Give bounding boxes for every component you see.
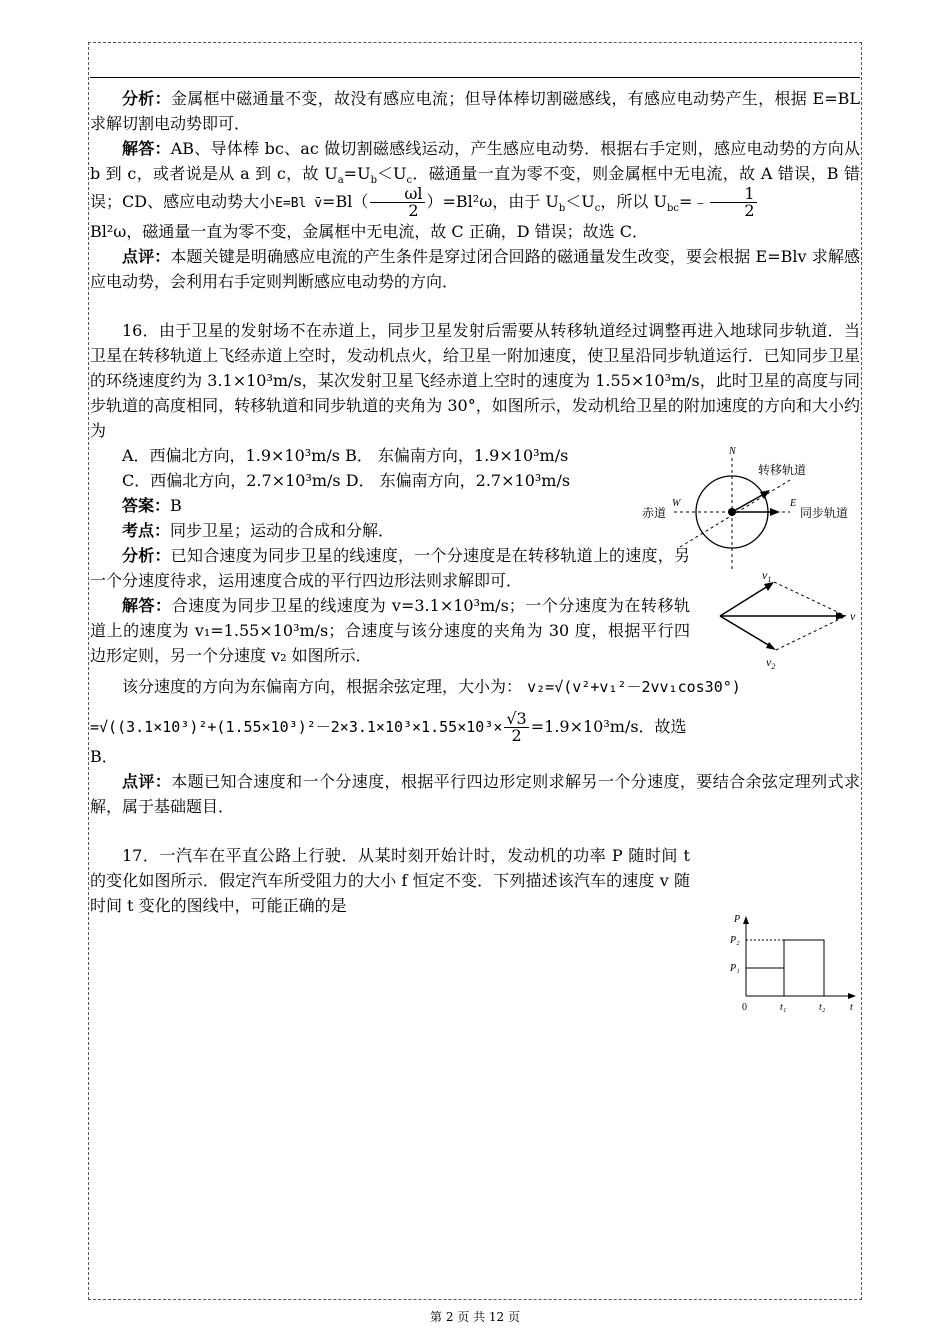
t1-label: t₁: [780, 1002, 787, 1013]
v1-label: $v_1$: [762, 568, 772, 584]
q16-answer: 答案：B: [122, 496, 182, 515]
fraction-omega-l-over-2: $\frac{\omega l}{2}$: [370, 186, 424, 219]
p1-label: P₁: [730, 963, 740, 974]
east-label: E: [790, 498, 797, 509]
origin-label: 0: [742, 1002, 747, 1013]
v-label: v: [850, 609, 856, 623]
q16-point: 考点：同步卫星；运动的合成和分解．: [122, 521, 395, 540]
t-axis-label: t: [850, 1002, 853, 1013]
v2-arrowhead: [766, 642, 776, 650]
q15-analysis: 分析：金属框中磁通量不变，故没有感应电流；但导体棒切割磁感线，有感应电动势产生，根据 E=BL 求解切割电动势即可．: [90, 89, 860, 133]
p-axis-label: P: [734, 914, 741, 925]
north-label: N: [729, 446, 736, 457]
t-axis-arrow: [848, 993, 856, 999]
q16-direction: 该分速度的方向为东偏南方向，根据余弦定理，大小为： v₂=√(v²+v₁²－2vv₁cos30°): [122, 677, 741, 696]
q15-comment: 点评：本题关键是明确感应电流的产生条件是穿过闭合回路的磁通量发生改变，要会根据 E=Blv 求解感应电动势，会利用右手定则判断感应电动势的方向．: [90, 247, 860, 291]
fraction-half: $\frac{1}{2}$: [710, 186, 756, 219]
q16-options-cd: C．西偏北方向，2.7×10³m/s D． 东偏南方向，2.7×10³m/s: [122, 471, 571, 490]
v2-label: $v_2$: [766, 655, 776, 671]
p1-segment: [746, 968, 784, 996]
q16-choice: B．: [90, 747, 118, 766]
q16-analysis: 分析：已知合速度为同步卫星的线速度，一个分速度是在转移轨道上的速度，另一个分速度待求，运用速度合成的平行四边形法则求解即可．: [90, 546, 690, 590]
p2-segment: [784, 940, 824, 996]
p-axis-arrow: [743, 916, 749, 924]
emf-formula: E=Bl v̄: [275, 196, 323, 211]
sync-orbit-label: 同步轨道: [800, 506, 849, 520]
q16-solution: 解答：合速度为同步卫星的线速度为 v=3.1×10³m/s；一个分速度为在转移轨道上的速度为 v₁=1.55×10³m/s；合速度与该分速度的夹角为 30 度，根据平行四边形定则，另一个分速度 v₂ 如图所示．: [90, 596, 690, 665]
sync-arrowhead: [770, 508, 780, 516]
q15-answer: 解答：AB、导体棒 bc、ac 做切割磁感线运动，产生感应电动势．根据右手定则，感应电动势的方向从 b 到 c，或者说是从 a 到 c，故 $U_a=U_b<U_c$．磁通量一直为零不变，则金属框中无电流，故 A 错误，B 错误；CD、感应电动势大小E=Bl v̄=Bl（ $\frac{\omega l}{2}$ ）=Bl²ω，由于 $U_b<U_c$，所以 $U_{bc}=﹣$ $\frac{1}{2}$ Bl²ω，磁通量一直为零不变，金属框中无电流，故 C 正确，D 错误；故选 C．: [90, 139, 860, 241]
transfer-velocity-arrow: [732, 494, 764, 512]
v1-arrow: [720, 586, 768, 616]
q16-options-ab: A．西偏北方向，1.9×10³m/s B． 东偏南方向，1.9×10³m/s: [122, 446, 569, 465]
v2-arrow: [720, 616, 770, 646]
satellite-dot: [728, 508, 736, 516]
fraction-sqrt3-over-2: $\frac{√3}{2}$: [506, 709, 527, 745]
parallelogram-upper: [774, 582, 846, 616]
vector-figure: [712, 566, 862, 676]
page-footer: 第 2 页 共 12 页: [430, 1310, 520, 1324]
equator-label: 赤道: [642, 506, 667, 520]
q16-calculation: =√((3.1×10³)²+(1.55×10³)²－2×3.1×10³×1.55×10³× $\frac{√3}{2}$ =1.9×10³m/s．故选: [90, 709, 687, 745]
power-time-graph: [728, 912, 860, 1018]
cosine-law-formula: v₂=√(v²+v₁²－2vv₁cos30°): [527, 678, 741, 696]
transfer-orbit-label: 转移轨道: [758, 463, 807, 477]
parallelogram-lower: [776, 616, 846, 650]
p2-label: P₂: [730, 935, 740, 946]
header-rule: [90, 77, 860, 78]
t2-label: t₂: [819, 1002, 826, 1013]
q17-stem: 17．一汽车在平直公路上行驶．从某时刻开始计时，发动机的功率 P 随时间 t 的变化如图所示．假定汽车所受阻力的大小 f 恒定不变．下列描述该汽车的速度 v 随时间 t 变化的图线中，可能正确的是: [90, 846, 690, 915]
west-label: W: [672, 498, 681, 509]
q16-stem: 16．由于卫星的发射场不在赤道上，同步卫星发射后需要从转移轨道经过调整再进入地球同步轨道．当卫星在转移轨道上飞经赤道上空时，发动机点火，给卫星一附加速度，使卫星沿同步轨道运行．已知同步卫星的环绕速度约为 3.1×10³m/s，某次发射卫星飞经赤道上空时的速度为 1.55×10³m/s，此时卫星的高度与同步轨道的高度相同，转移轨道和同步轨道的夹角为 30°，如图所示，发动机给卫星的附加速度的方向和大小约为: [90, 321, 860, 440]
q16-comment: 点评：本题已知合速度和一个分速度，根据平行四边形定则求解另一个分速度，要结合余弦定理列式求解，属于基础题目．: [90, 772, 860, 816]
